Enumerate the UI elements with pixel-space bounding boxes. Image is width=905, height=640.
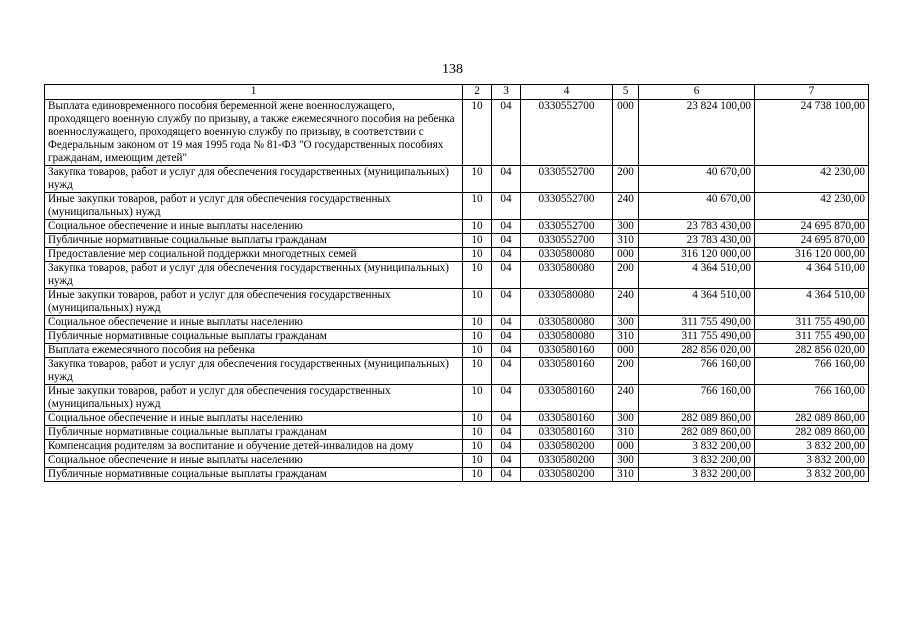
row-description: Выплата ежемесячного пособия на ребенка — [45, 344, 463, 358]
column-header: 6 — [639, 85, 755, 100]
table-row — [45, 468, 869, 482]
table-row — [45, 289, 869, 316]
table-row — [45, 248, 869, 262]
column-header: 3 — [492, 85, 521, 100]
row-expense-type: 240 — [613, 193, 639, 220]
row-section: 10 — [463, 344, 492, 358]
row-subsection: 04 — [492, 440, 521, 454]
row-amount-col7: 3 832 200,00 — [755, 468, 869, 482]
row-target-code: 0330580160 — [521, 412, 613, 426]
row-amount-col6: 282 856 020,00 — [639, 344, 755, 358]
row-description: Закупка товаров, работ и услуг для обеспечения государственных (муниципальных) нужд — [45, 166, 463, 193]
row-description: Иные закупки товаров, работ и услуг для обеспечения государственных (муниципальных) нужд — [45, 385, 463, 412]
column-header: 5 — [613, 85, 639, 100]
row-expense-type: 200 — [613, 358, 639, 385]
row-expense-type: 200 — [613, 262, 639, 289]
row-target-code: 0330552700 — [521, 100, 613, 166]
row-expense-type: 240 — [613, 385, 639, 412]
row-target-code: 0330580200 — [521, 440, 613, 454]
table-row — [45, 330, 869, 344]
row-amount-col7: 4 364 510,00 — [755, 289, 869, 316]
row-amount-col7: 282 856 020,00 — [755, 344, 869, 358]
row-subsection: 04 — [492, 468, 521, 482]
row-subsection: 04 — [492, 166, 521, 193]
row-subsection: 04 — [492, 316, 521, 330]
row-expense-type: 240 — [613, 289, 639, 316]
row-amount-col7: 316 120 000,00 — [755, 248, 869, 262]
row-section: 10 — [463, 248, 492, 262]
table-row — [45, 166, 869, 193]
row-section: 10 — [463, 166, 492, 193]
row-section: 10 — [463, 412, 492, 426]
row-subsection: 04 — [492, 193, 521, 220]
row-subsection: 04 — [492, 358, 521, 385]
row-amount-col6: 316 120 000,00 — [639, 248, 755, 262]
row-expense-type: 310 — [613, 234, 639, 248]
row-target-code: 0330580200 — [521, 468, 613, 482]
row-amount-col7: 4 364 510,00 — [755, 262, 869, 289]
row-description: Иные закупки товаров, работ и услуг для обеспечения государственных (муниципальных) нужд — [45, 289, 463, 316]
table-row — [45, 234, 869, 248]
row-subsection: 04 — [492, 262, 521, 289]
table-row — [45, 385, 869, 412]
row-subsection: 04 — [492, 248, 521, 262]
row-target-code: 0330580080 — [521, 289, 613, 316]
row-section: 10 — [463, 234, 492, 248]
row-target-code: 0330580160 — [521, 344, 613, 358]
row-target-code: 0330580160 — [521, 426, 613, 440]
row-amount-col6: 40 670,00 — [639, 166, 755, 193]
row-amount-col6: 766 160,00 — [639, 385, 755, 412]
row-expense-type: 000 — [613, 440, 639, 454]
column-header: 1 — [45, 85, 463, 100]
row-subsection: 04 — [492, 100, 521, 166]
row-subsection: 04 — [492, 330, 521, 344]
row-section: 10 — [463, 358, 492, 385]
row-expense-type: 200 — [613, 166, 639, 193]
row-amount-col7: 24 695 870,00 — [755, 220, 869, 234]
row-amount-col7: 3 832 200,00 — [755, 454, 869, 468]
row-subsection: 04 — [492, 234, 521, 248]
row-description: Компенсация родителям за воспитание и обучение детей-инвалидов на дому — [45, 440, 463, 454]
row-amount-col6: 3 832 200,00 — [639, 454, 755, 468]
row-description: Социальное обеспечение и иные выплаты населению — [45, 316, 463, 330]
row-amount-col6: 766 160,00 — [639, 358, 755, 385]
table-row — [45, 220, 869, 234]
row-section: 10 — [463, 100, 492, 166]
row-subsection: 04 — [492, 344, 521, 358]
table-row — [45, 262, 869, 289]
row-amount-col6: 3 832 200,00 — [639, 440, 755, 454]
row-amount-col7: 311 755 490,00 — [755, 316, 869, 330]
row-amount-col6: 4 364 510,00 — [639, 289, 755, 316]
row-target-code: 0330552700 — [521, 234, 613, 248]
table-row — [45, 316, 869, 330]
row-amount-col6: 311 755 490,00 — [639, 316, 755, 330]
row-section: 10 — [463, 220, 492, 234]
table-row — [45, 426, 869, 440]
row-subsection: 04 — [492, 426, 521, 440]
row-target-code: 0330552700 — [521, 193, 613, 220]
row-section: 10 — [463, 385, 492, 412]
row-description: Социальное обеспечение и иные выплаты населению — [45, 412, 463, 426]
row-subsection: 04 — [492, 289, 521, 316]
row-section: 10 — [463, 262, 492, 289]
row-target-code: 0330580160 — [521, 385, 613, 412]
row-target-code: 0330580080 — [521, 262, 613, 289]
page-number: 138 — [442, 62, 463, 77]
row-expense-type: 300 — [613, 316, 639, 330]
row-section: 10 — [463, 440, 492, 454]
row-description: Социальное обеспечение и иные выплаты населению — [45, 454, 463, 468]
column-header: 2 — [463, 85, 492, 100]
row-amount-col6: 40 670,00 — [639, 193, 755, 220]
row-subsection: 04 — [492, 454, 521, 468]
row-amount-col6: 23 783 430,00 — [639, 220, 755, 234]
row-description: Предоставление мер социальной поддержки многодетных семей — [45, 248, 463, 262]
row-target-code: 0330580080 — [521, 330, 613, 344]
row-amount-col6: 282 089 860,00 — [639, 426, 755, 440]
row-expense-type: 000 — [613, 100, 639, 166]
table-header-row — [45, 85, 869, 100]
row-description: Иные закупки товаров, работ и услуг для обеспечения государственных (муниципальных) нужд — [45, 193, 463, 220]
table-row — [45, 358, 869, 385]
row-description: Публичные нормативные социальные выплаты гражданам — [45, 426, 463, 440]
table-row — [45, 344, 869, 358]
row-target-code: 0330580080 — [521, 248, 613, 262]
row-amount-col6: 311 755 490,00 — [639, 330, 755, 344]
row-expense-type: 310 — [613, 468, 639, 482]
row-section: 10 — [463, 468, 492, 482]
row-amount-col7: 282 089 860,00 — [755, 426, 869, 440]
row-amount-col7: 24 695 870,00 — [755, 234, 869, 248]
table-row — [45, 412, 869, 426]
row-target-code: 0330552700 — [521, 166, 613, 193]
table-row — [45, 193, 869, 220]
row-expense-type: 000 — [613, 248, 639, 262]
row-amount-col7: 282 089 860,00 — [755, 412, 869, 426]
row-description: Публичные нормативные социальные выплаты гражданам — [45, 468, 463, 482]
row-section: 10 — [463, 330, 492, 344]
row-expense-type: 300 — [613, 220, 639, 234]
column-header: 4 — [521, 85, 613, 100]
row-description: Выплата единовременного пособия беременной жене военнослужащего, проходящего военную службу по призыву, а также ежемесячного пособия на ребенка военнослужащего, проходящего военную службу по призыву, в соответствии с Федеральным законом от 19 мая 1995 года № 81-ФЗ "О государственных пособиях гражданам, имеющим детей" — [45, 100, 463, 166]
row-expense-type: 310 — [613, 426, 639, 440]
row-description: Закупка товаров, работ и услуг для обеспечения государственных (муниципальных) нужд — [45, 358, 463, 385]
row-section: 10 — [463, 316, 492, 330]
row-subsection: 04 — [492, 385, 521, 412]
row-amount-col6: 282 089 860,00 — [639, 412, 755, 426]
row-amount-col6: 23 783 430,00 — [639, 234, 755, 248]
row-amount-col6: 23 824 100,00 — [639, 100, 755, 166]
row-subsection: 04 — [492, 220, 521, 234]
table-row — [45, 454, 869, 468]
row-description: Закупка товаров, работ и услуг для обеспечения государственных (муниципальных) нужд — [45, 262, 463, 289]
row-amount-col6: 3 832 200,00 — [639, 468, 755, 482]
row-target-code: 0330580080 — [521, 316, 613, 330]
budget-table — [44, 84, 869, 482]
row-description: Социальное обеспечение и иные выплаты населению — [45, 220, 463, 234]
row-description: Публичные нормативные социальные выплаты гражданам — [45, 234, 463, 248]
row-amount-col6: 4 364 510,00 — [639, 262, 755, 289]
row-amount-col7: 766 160,00 — [755, 358, 869, 385]
row-expense-type: 000 — [613, 344, 639, 358]
row-subsection: 04 — [492, 412, 521, 426]
row-amount-col7: 766 160,00 — [755, 385, 869, 412]
row-section: 10 — [463, 426, 492, 440]
table-row — [45, 440, 869, 454]
row-expense-type: 300 — [613, 454, 639, 468]
row-target-code: 0330552700 — [521, 220, 613, 234]
row-amount-col7: 311 755 490,00 — [755, 330, 869, 344]
row-amount-col7: 24 738 100,00 — [755, 100, 869, 166]
row-section: 10 — [463, 289, 492, 316]
table-row — [45, 100, 869, 166]
row-amount-col7: 42 230,00 — [755, 193, 869, 220]
row-amount-col7: 42 230,00 — [755, 166, 869, 193]
row-expense-type: 300 — [613, 412, 639, 426]
table-body — [45, 100, 869, 482]
row-expense-type: 310 — [613, 330, 639, 344]
row-amount-col7: 3 832 200,00 — [755, 440, 869, 454]
column-header: 7 — [755, 85, 869, 100]
row-description: Публичные нормативные социальные выплаты гражданам — [45, 330, 463, 344]
row-target-code: 0330580160 — [521, 358, 613, 385]
row-section: 10 — [463, 454, 492, 468]
row-target-code: 0330580200 — [521, 454, 613, 468]
row-section: 10 — [463, 193, 492, 220]
